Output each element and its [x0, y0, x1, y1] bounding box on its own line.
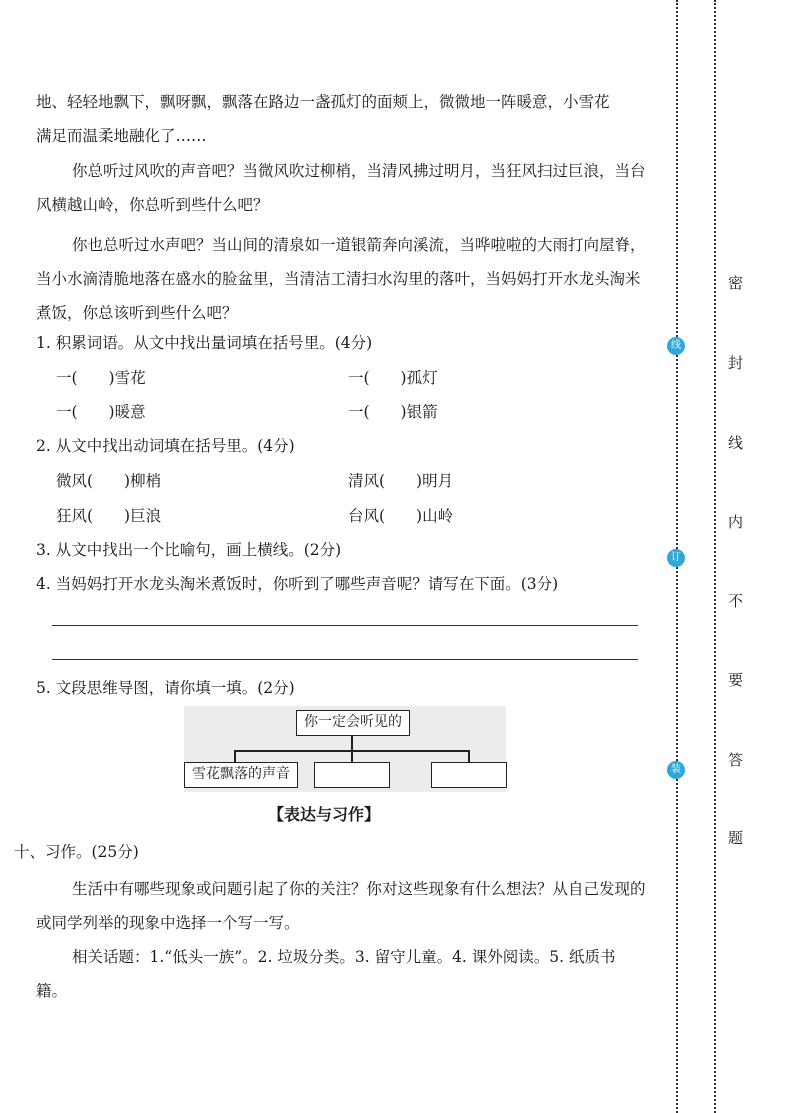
seal-char: 内 [728, 513, 744, 531]
composition-heading: 十、习作。(25分) [14, 843, 139, 861]
mindmap-connector [234, 750, 236, 762]
mindmap [184, 706, 506, 792]
q1-blank-3[interactable]: 一( )暖意 [56, 403, 146, 421]
mindmap-child-3-blank[interactable] [431, 762, 507, 788]
mindmap-connector [351, 750, 353, 762]
q2-blank-3[interactable]: 狂风( )巨浪 [56, 507, 162, 525]
section-title: 【表达与习作】 [268, 805, 381, 824]
binding-ring-icon: 装 [667, 761, 685, 779]
composition-topics: 相关话题：1.“低头一族”。2. 垃圾分类。3. 留守儿童。4. 课外阅读。5. 纸质书籍。 [36, 948, 616, 1000]
question-2-prompt: 2. 从文中找出动词填在括号里。(4分) [36, 437, 295, 455]
seal-char: 要 [728, 671, 744, 689]
q1-blank-1[interactable]: 一( )雪花 [56, 369, 146, 387]
composition-prompt: 生活中有哪些现象或问题引起了你的关注？你对这些现象有什么想法？从自己发现的或同学列举的现象中选择一个写一写。 [36, 880, 646, 932]
question-1-prompt: 1. 积累词语。从文中找出量词填在括号里。(4分) [36, 334, 373, 352]
seal-char: 密 [728, 274, 744, 292]
mindmap-connector [351, 736, 353, 750]
q1-blank-4[interactable]: 一( )银箭 [348, 403, 438, 421]
q2-blank-1[interactable]: 微风( )柳梢 [56, 472, 162, 490]
passage-p1-line1: 地、轻轻地飘下，飘呀飘，飘落在路边一盏孤灯的面颊上，微微地一阵暖意，小雪花 [36, 93, 610, 111]
mindmap-child-2-blank[interactable] [314, 762, 390, 788]
q2-blank-4[interactable]: 台风( )山岭 [348, 507, 454, 525]
seal-char: 不 [728, 592, 744, 610]
binding-ring-icon: 线 [667, 337, 685, 355]
binding-ring-icon: 订 [667, 549, 685, 567]
answer-line-1[interactable] [52, 625, 638, 626]
mindmap-child-1: 雪花飘落的声音 [184, 762, 298, 788]
seal-char: 答 [728, 751, 744, 769]
passage-p3: 你也总听过水声吧？当山间的清泉如一道银箭奔向溪流，当哗啦啦的大雨打向屋脊，当小水滴清脆地落在盛水的脸盆里，当清洁工清扫水沟里的落叶，当妈妈打开水龙头淘米煮饭，你总该听到些什么吧？ [36, 236, 646, 322]
seal-char: 封 [728, 354, 744, 372]
passage-p1-line2: 满足而温柔地融化了…… [36, 127, 207, 145]
q1-blank-2[interactable]: 一( )孤灯 [348, 369, 438, 387]
question-3-prompt: 3. 从文中找出一个比喻句，画上横线。(2分) [36, 541, 342, 559]
answer-line-2[interactable] [52, 659, 638, 660]
mindmap-connector [468, 750, 470, 762]
passage-p2: 你总听过风吹的声音吧？当微风吹过柳梢，当清风拂过明月，当狂风扫过巨浪，当台风横越山岭，你总听到些什么吧？ [36, 162, 646, 214]
binding-dotted-line [714, 0, 716, 1113]
question-5-prompt: 5. 文段思维导图，请你填一填。(2分) [36, 679, 295, 697]
question-4-prompt: 4. 当妈妈打开水龙头淘米煮饭时，你听到了哪些声音呢？请写在下面。(3分) [36, 575, 559, 593]
q2-blank-2[interactable]: 清风( )明月 [348, 472, 454, 490]
mindmap-root: 你一定会听见的 [296, 710, 410, 736]
seal-char: 题 [728, 829, 744, 847]
seal-char: 线 [728, 434, 744, 452]
